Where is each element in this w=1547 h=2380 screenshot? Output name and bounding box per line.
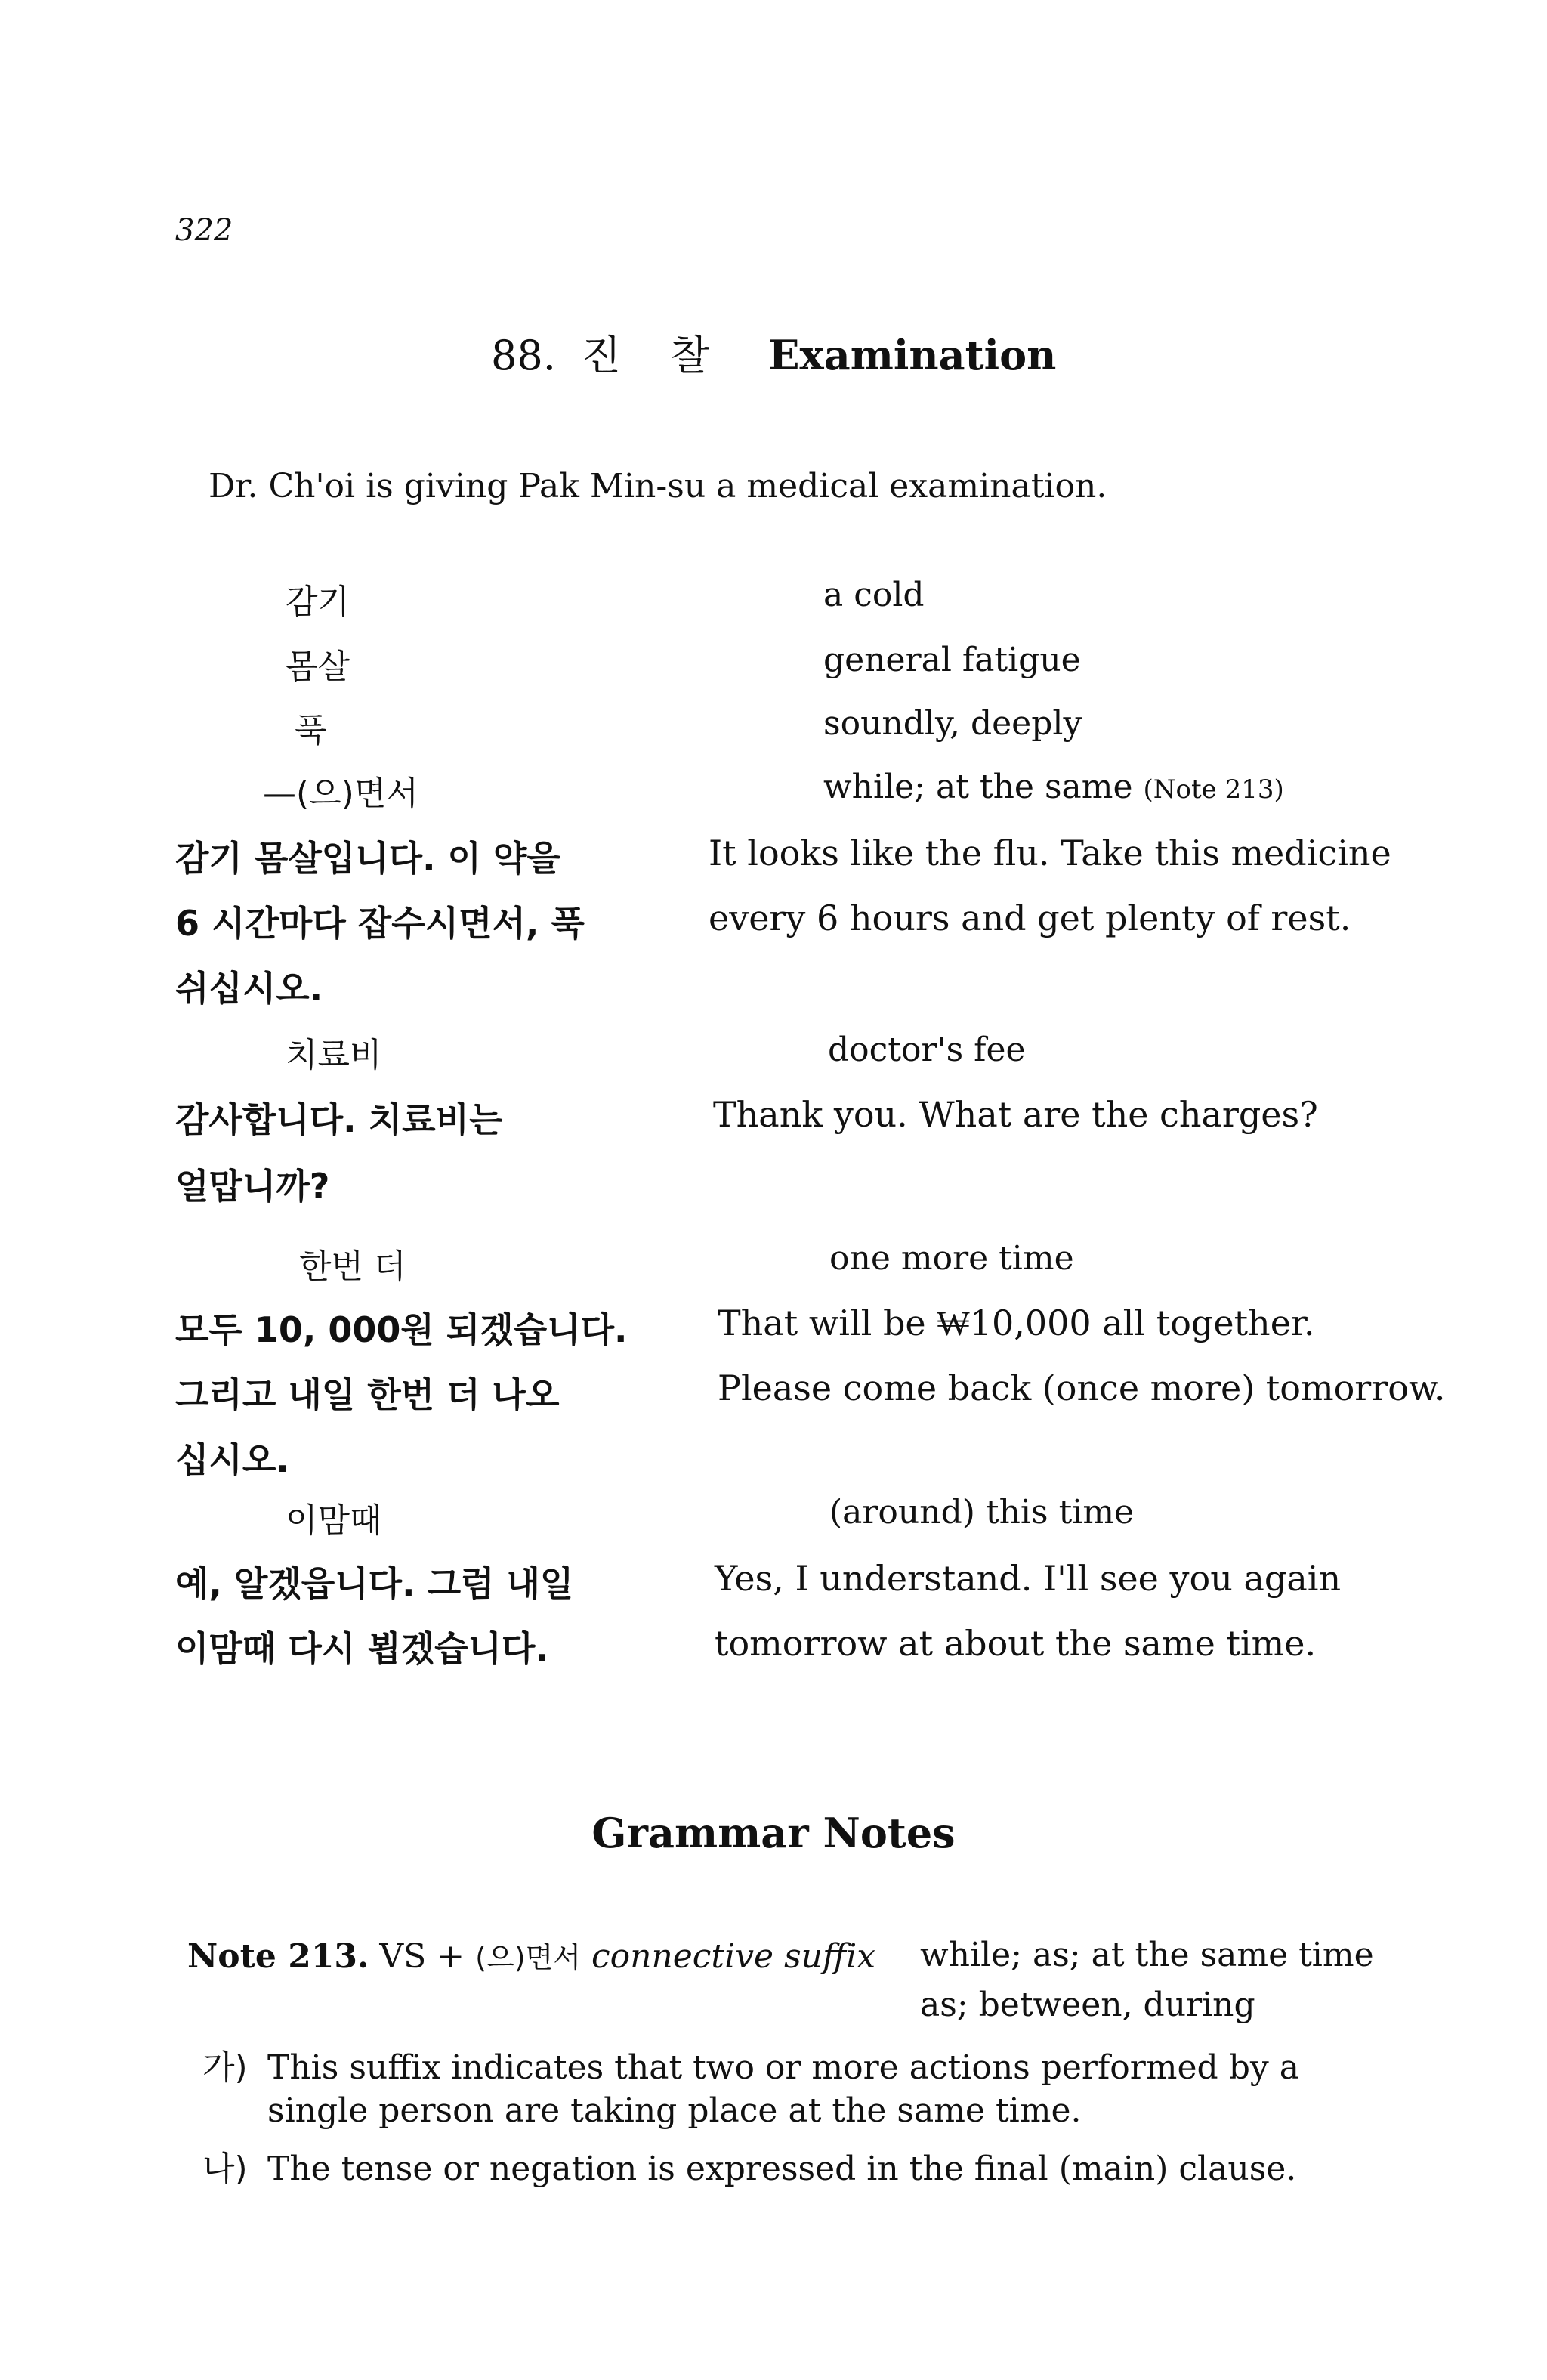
lesson-title-korean: 진 찰 (581, 332, 728, 379)
dialogue-english: That will be ₩10,000 all together. (718, 1303, 1315, 1343)
vocab-korean: —(으)면서 (263, 774, 418, 813)
dialogue-english: It looks like the flu. Take this medicine (709, 833, 1391, 873)
point-marker: 나) (202, 2150, 248, 2188)
vocab-korean: 몸살 (286, 648, 350, 686)
note-point (202, 2040, 1299, 2088)
point-text: This suffix indicates that two or more actions performed by a (267, 2048, 1299, 2087)
vocab-korean: 한번 더 (299, 1247, 406, 1286)
note-meaning: as; between, during (920, 1986, 1255, 2024)
vocab-english: (around) this time (829, 1493, 1135, 1532)
dialogue-korean: 감기 몸살입니다. 이 약을 (175, 838, 560, 879)
dialogue-korean: 십시오. (175, 1439, 289, 1480)
dialogue-english: every 6 hours and get plenty of rest. (709, 898, 1351, 938)
dialogue-english: Thank you. What are the charges? (713, 1094, 1318, 1135)
dialogue-korean: 예, 알겠읍니다. 그럼 내일 (175, 1563, 574, 1604)
dialogue-korean: 그리고 내일 한번 더 나오 (175, 1374, 560, 1415)
dialogue-english: Please come back (once more) tomorrow. (718, 1368, 1446, 1408)
dialogue-english: Yes, I understand. I'll see you again (715, 1558, 1342, 1599)
vocab-korean: 감기 (286, 583, 350, 621)
note-point-continuation: single person are taking place at the same time. (267, 2091, 1082, 2130)
dialogue-korean: 쉬십시오. (175, 968, 323, 1009)
dialogue-korean: 모두 10, 000원 되겠습니다. (175, 1309, 628, 1350)
note-label: Note 213. (187, 1937, 369, 1976)
vocab-korean: 이맘때 (286, 1501, 382, 1540)
note-meaning: while; as; at the same time (920, 1936, 1374, 1974)
note-category: connective suffix (591, 1937, 876, 1976)
vocab-korean: 푹 (295, 711, 327, 750)
note-pattern-suffix: (으)면서 (475, 1941, 581, 1974)
intro-sentence: Dr. Ch'oi is giving Pak Min-su a medical examination. (208, 467, 1107, 505)
vocab-english: soundly, deeply (823, 704, 1082, 743)
vocab-english: a cold (823, 576, 925, 614)
dialogue-korean: 6 시간마다 잡수시면서, 푹 (175, 903, 585, 944)
vocab-english (823, 768, 1284, 806)
dialogue-english: tomorrow at about the same time. (715, 1623, 1317, 1664)
vocab-english: doctor's fee (828, 1031, 1026, 1069)
lesson-title (491, 323, 1056, 382)
note-pattern-prefix: VS + (379, 1937, 465, 1976)
vocab-english: general fatigue (823, 641, 1081, 679)
vocab-korean: 치료비 (286, 1036, 382, 1074)
vocab-english: one more time (829, 1239, 1074, 1278)
point-text: The tense or negation is expressed in the final (main) clause. (267, 2150, 1297, 2188)
note-header (187, 1934, 875, 1976)
point-marker: 가) (202, 2048, 248, 2087)
lesson-title-english: Examination (768, 331, 1057, 379)
lesson-number: 88. (491, 332, 556, 379)
section-heading: Grammar Notes (591, 1809, 956, 1857)
note-point (202, 2141, 1296, 2190)
dialogue-korean: 얼맙니까? (175, 1166, 330, 1207)
note-reference: (Note 213) (1143, 774, 1284, 805)
dialogue-korean: 감사합니다. 치료비는 (175, 1099, 503, 1140)
dialogue-korean: 이맘때 다시 뵙겠습니다. (175, 1628, 548, 1669)
vocab-english-text: while; at the same (823, 768, 1133, 806)
page-number: 322 (175, 213, 233, 248)
